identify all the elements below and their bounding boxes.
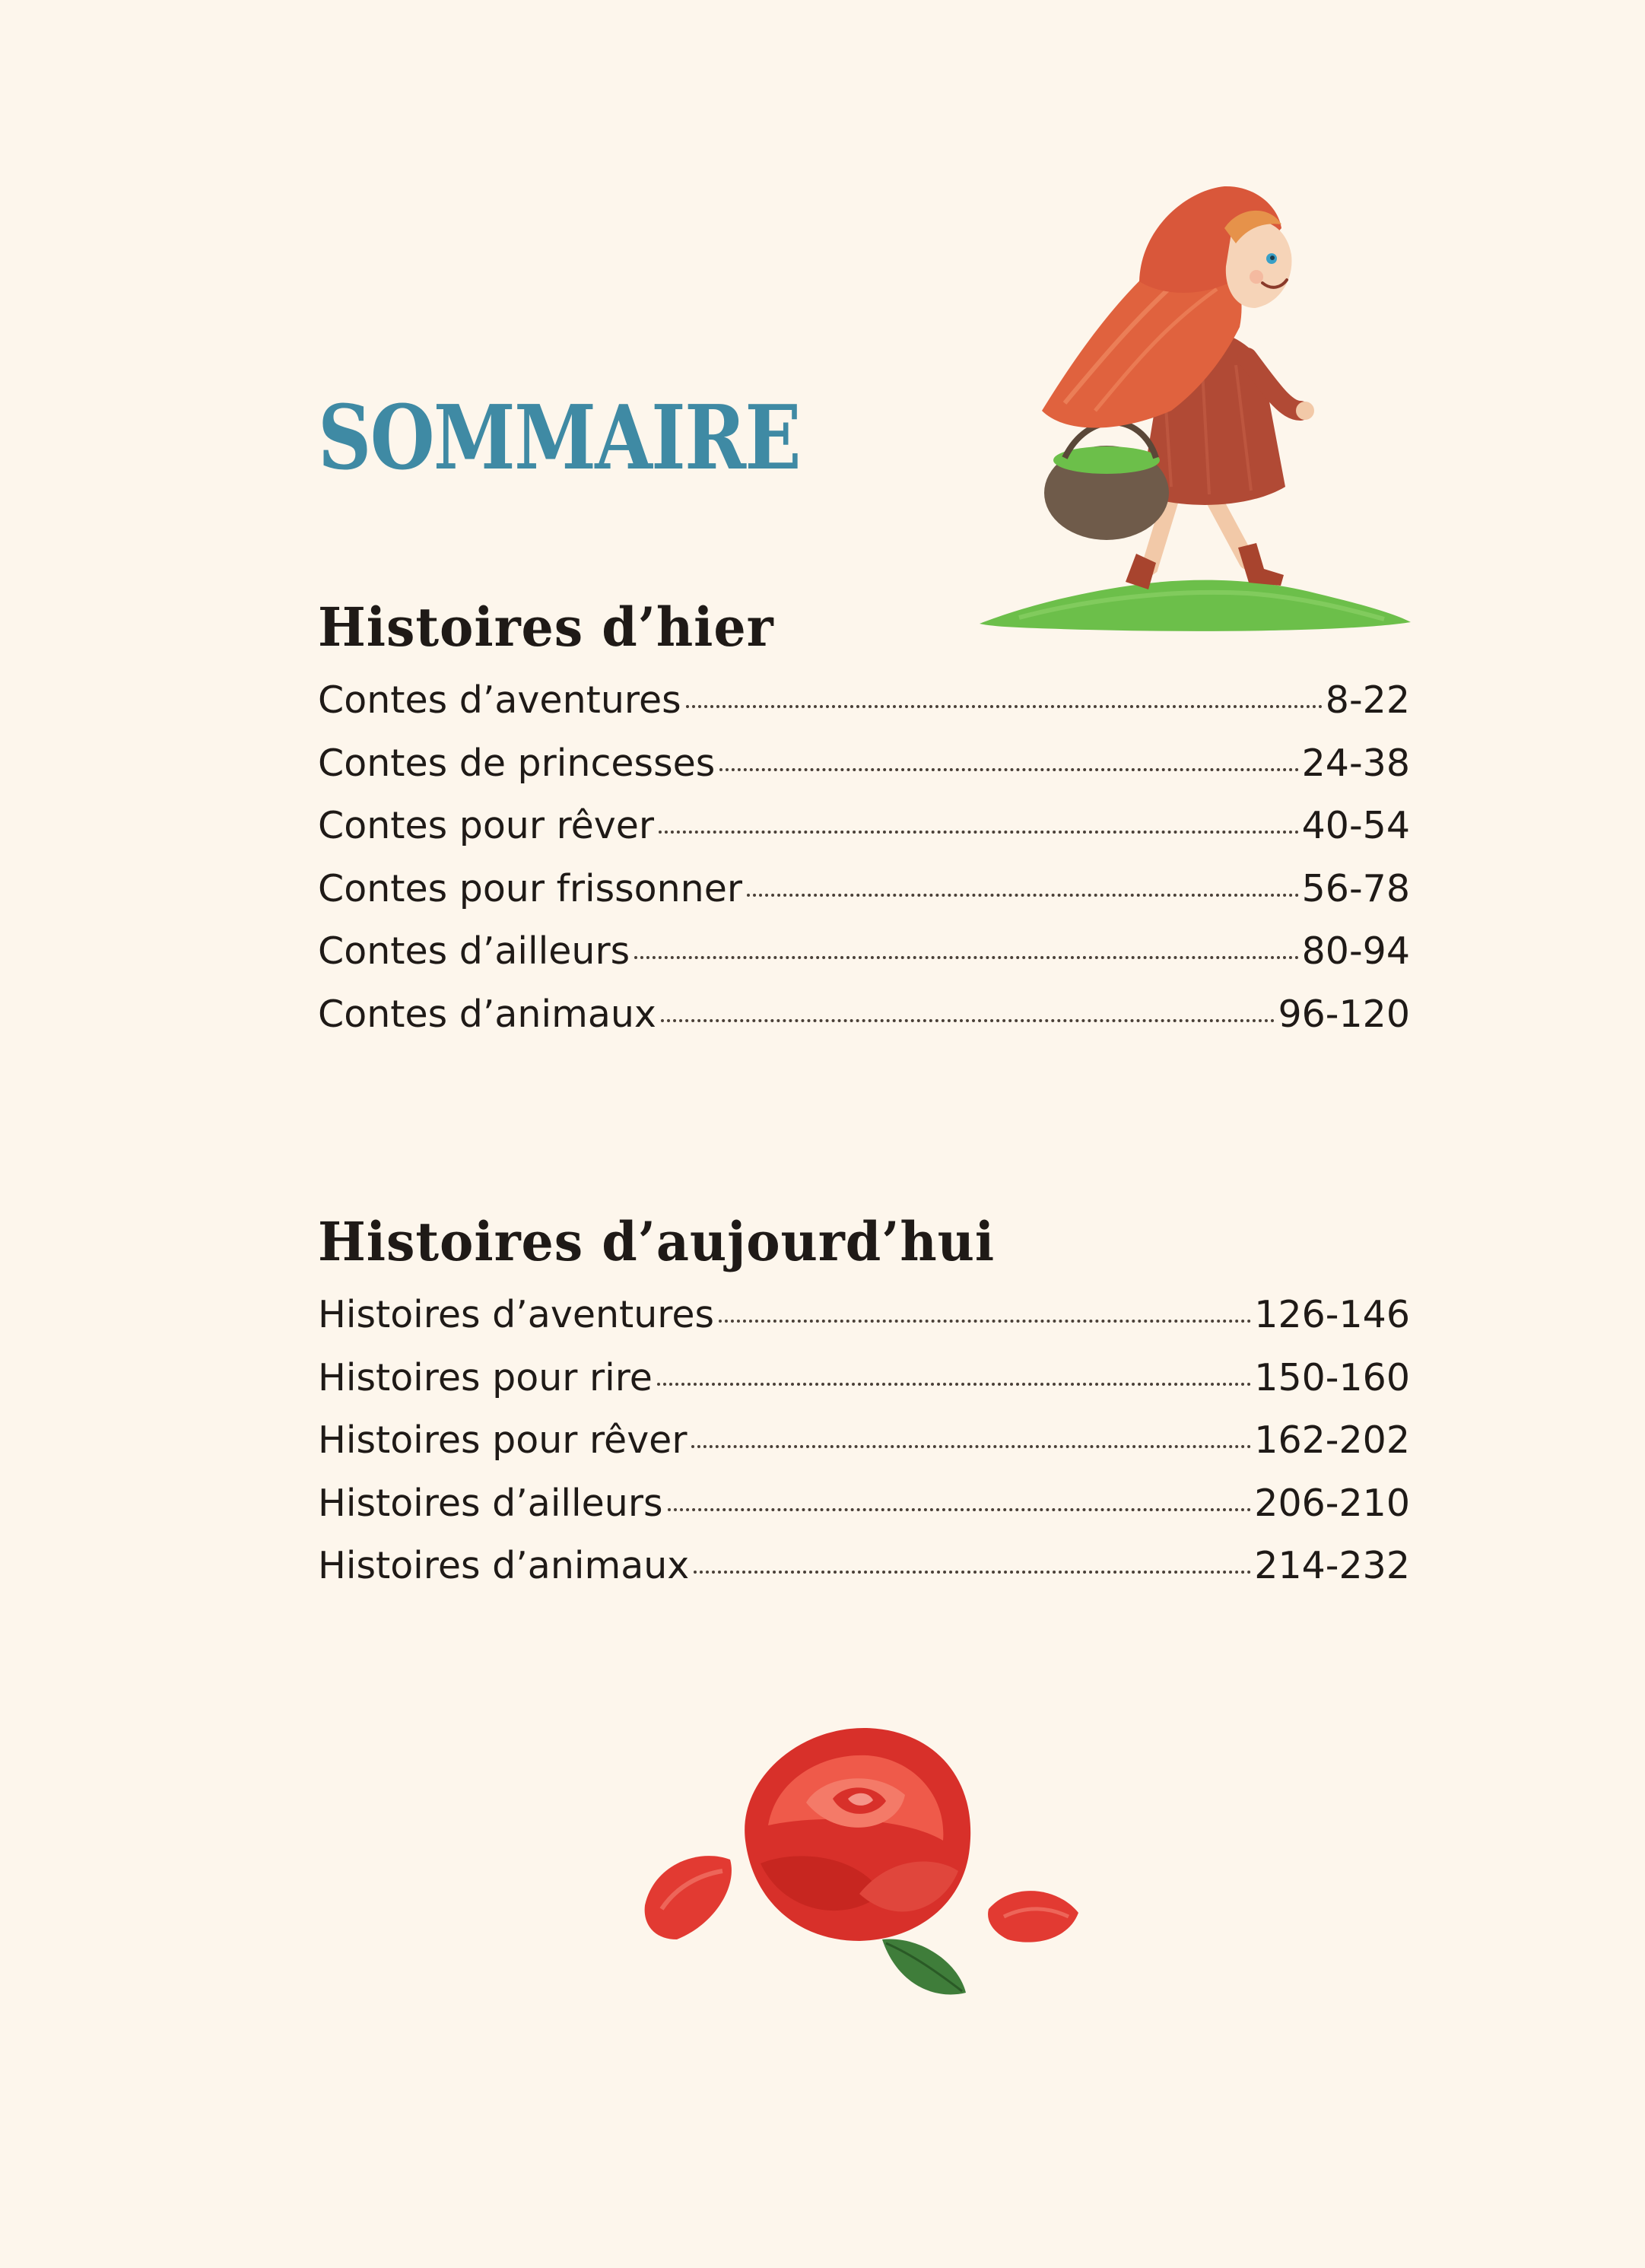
dot-leader bbox=[661, 1019, 1275, 1022]
dot-leader bbox=[686, 705, 1323, 708]
section-heading: Histoires d’hier bbox=[318, 596, 774, 659]
dot-leader bbox=[719, 768, 1298, 771]
toc-entry-pages: 126-146 bbox=[1254, 1293, 1410, 1336]
toc-entry-label: Contes d’ailleurs bbox=[318, 929, 630, 973]
toc-entry-label: Histoires d’animaux bbox=[318, 1544, 690, 1587]
toc-entry[interactable] bbox=[318, 1293, 1410, 1356]
toc-entry-pages: 206-210 bbox=[1254, 1481, 1410, 1525]
toc-entry[interactable] bbox=[318, 929, 1410, 993]
toc-entry-label: Contes d’aventures bbox=[318, 678, 681, 722]
toc-entry-pages: 214-232 bbox=[1254, 1544, 1410, 1587]
dot-leader bbox=[657, 1383, 1251, 1386]
section-heading: Histoires d’aujourd’hui bbox=[318, 1210, 996, 1273]
toc-entry-label: Histoires pour rire bbox=[318, 1355, 653, 1399]
toc-entry[interactable] bbox=[318, 742, 1410, 805]
toc-entry[interactable] bbox=[318, 1544, 1410, 1607]
toc-entry[interactable] bbox=[318, 1418, 1410, 1482]
toc-list bbox=[318, 678, 1410, 1055]
toc-entry[interactable] bbox=[318, 678, 1410, 742]
toc-entry[interactable] bbox=[318, 1356, 1410, 1419]
toc-section-histoires-aujourdhui bbox=[318, 1210, 1410, 1607]
toc-entry-pages: 24-38 bbox=[1301, 741, 1410, 785]
red-rose-illustration bbox=[631, 1711, 1095, 2015]
toc-entry[interactable] bbox=[318, 867, 1410, 930]
toc-entry-label: Contes pour rêver bbox=[318, 804, 655, 847]
toc-entry-pages: 162-202 bbox=[1254, 1418, 1410, 1462]
toc-entry-pages: 96-120 bbox=[1278, 992, 1410, 1036]
toc-entry[interactable] bbox=[318, 993, 1410, 1056]
toc-entry-pages: 8-22 bbox=[1325, 678, 1410, 722]
toc-entry-pages: 150-160 bbox=[1254, 1355, 1410, 1399]
dot-leader bbox=[668, 1508, 1252, 1511]
toc-entry-pages: 40-54 bbox=[1301, 804, 1410, 847]
page-title: SOMMAIRE bbox=[318, 386, 800, 490]
dot-leader bbox=[719, 1320, 1251, 1323]
dot-leader bbox=[634, 956, 1298, 959]
toc-entry-label: Contes d’animaux bbox=[318, 992, 656, 1036]
dot-leader bbox=[691, 1445, 1251, 1448]
toc-list bbox=[318, 1293, 1410, 1607]
toc-entry-label: Histoires d’ailleurs bbox=[318, 1481, 663, 1525]
toc-entry-label: Histoires pour rêver bbox=[318, 1418, 688, 1462]
toc-entry-pages: 80-94 bbox=[1301, 929, 1410, 973]
toc-entry-pages: 56-78 bbox=[1301, 866, 1410, 910]
toc-entry[interactable] bbox=[318, 1482, 1410, 1545]
dot-leader bbox=[659, 831, 1299, 834]
dot-leader bbox=[694, 1571, 1251, 1574]
toc-entry[interactable] bbox=[318, 804, 1410, 867]
dot-leader bbox=[747, 894, 1299, 897]
toc-entry-label: Contes pour frissonner bbox=[318, 866, 743, 910]
toc-entry-label: Contes de princesses bbox=[318, 741, 716, 785]
girl-in-red-hood-illustration bbox=[973, 183, 1415, 639]
toc-section-histoires-hier bbox=[318, 596, 1410, 1055]
toc-entry-label: Histoires d’aventures bbox=[318, 1293, 715, 1336]
